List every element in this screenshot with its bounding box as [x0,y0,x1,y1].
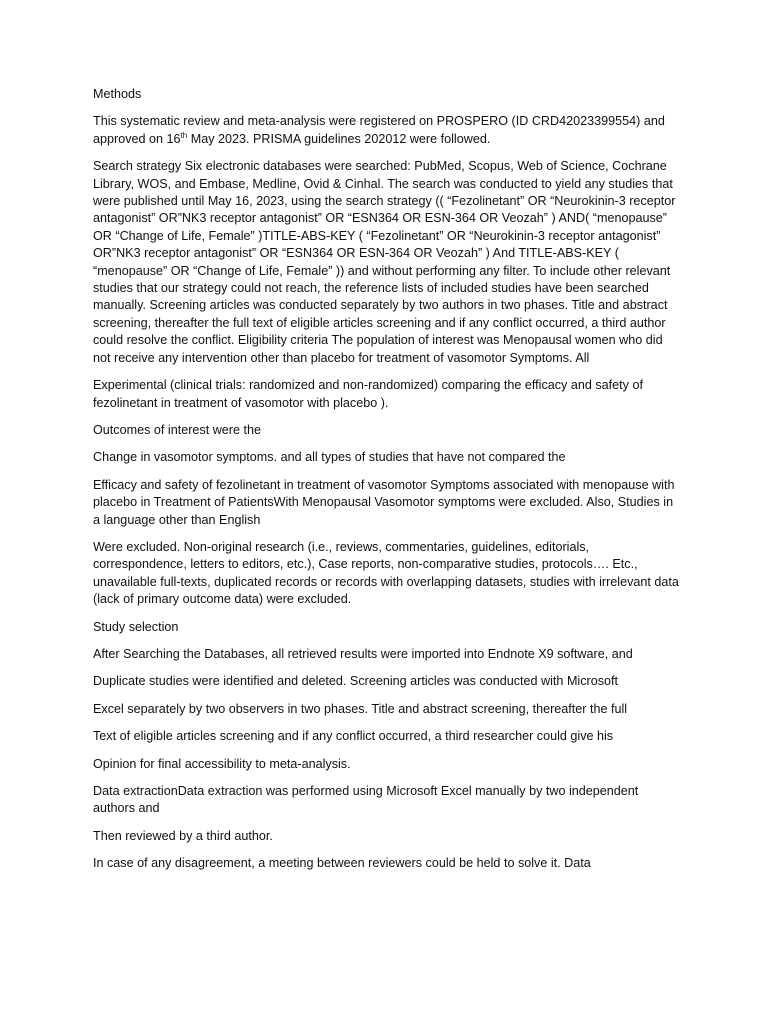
paragraph-search-strategy: Search strategy Six electronic databases were searched: PubMed, Scopus, Web of Science, Cochrane Library, WOS, and Embase, Medline, Ovid & Cinhal. The search was conducted to yield any studies that were published until May 16, 2023, using the search strategy (( “Fezolinetant” OR “Neurokinin-3 receptor antagonist” OR”NK3 receptor antagonist” OR “ESN364 OR ESN-364 OR Veozah” ) AND( “menopause” OR “Change of Life, Female” )TITLE-ABS-KEY ( “Fezolinetant” OR “Neurokinin-3 receptor antagonist” OR”NK3 receptor antagonist” OR “ESN364 OR ESN-364 OR Veozah” ) And TITLE-ABS-KEY ( “menopause” OR “Change of Life, Female” )) and without performing any filter. To include other relevant studies that our strategy could not reach, the reference lists of included studies have been searched manually. Screening articles was conducted separately by two authors in two phases. Title and abstract screening, thereafter the full text of eligible articles screening and if any conflict occurred, a third author could resolve the conflict. Eligibility criteria The population of interest was Menopausal women who did not receive any intervention other than placebo for treatment of vasomotor Symptoms. All [93,159,676,365]
section-heading-study-selection: Study selection [93,619,179,634]
section-heading-methods: Methods [93,87,142,101]
paragraph-selection-4: Text of eligible articles screening and if any conflict occurred, a third researcher could give his [93,729,614,744]
paragraph-selection-5: Opinion for final accessibility to meta-analysis. [93,756,351,771]
paragraph-experimental: Experimental (clinical trials: randomized and non-randomized) comparing the efficacy and safety of fezolinetant in treatment of vasomotor with placebo ). [93,378,643,410]
paragraph-selection-3: Excel separately by two observers in two phases. Title and abstract screening, thereafter the full [93,701,628,716]
paragraph-change: Change in vasomotor symptoms. and all types of studies that have not compared the [93,450,566,465]
paragraph-outcomes: Outcomes of interest were the [93,422,261,437]
ordinal-superscript: th [180,130,188,140]
registration-text-end: May 2023. PRISMA guidelines 202012 were followed. [187,131,491,146]
paragraph-efficacy: Efficacy and safety of fezolinetant in treatment of vasomotor Symptoms associated with menopause with placebo in Treatment of PatientsWith Menopausal Vasomotor symptoms were excluded. Also, Studies in a language other than English [93,477,675,527]
paragraph-disagreement: In case of any disagreement, a meeting between reviewers could be held to solve it. Data [93,856,591,871]
registration-paragraph [93,113,679,148]
document-body [93,86,679,883]
registration-text: This systematic review and meta-analysis were registered on PROSPERO (ID CRD42023399554) and approved on 16 [93,114,665,146]
paragraph-review: Then reviewed by a third author. [93,828,273,843]
paragraph-data-extraction: Data extractionData extraction was performed using Microsoft Excel manually by two independent authors and [93,784,639,816]
paragraph-exclusions: Were excluded. Non-original research (i.e., reviews, commentaries, guidelines, editorials, correspondence, letters to editors, etc.), Case reports, non-comparative studies, protocols…. Etc., unavailable full-texts, duplicated records or records with overlapping datasets, studies with irrelevant data (lack of primary outcome data) were excluded. [93,539,679,607]
paragraph-selection-1: After Searching the Databases, all retrieved results were imported into Endnote X9 software, and [93,646,633,661]
paragraph-selection-2: Duplicate studies were identified and deleted. Screening articles was conducted with Microsoft [93,674,619,689]
